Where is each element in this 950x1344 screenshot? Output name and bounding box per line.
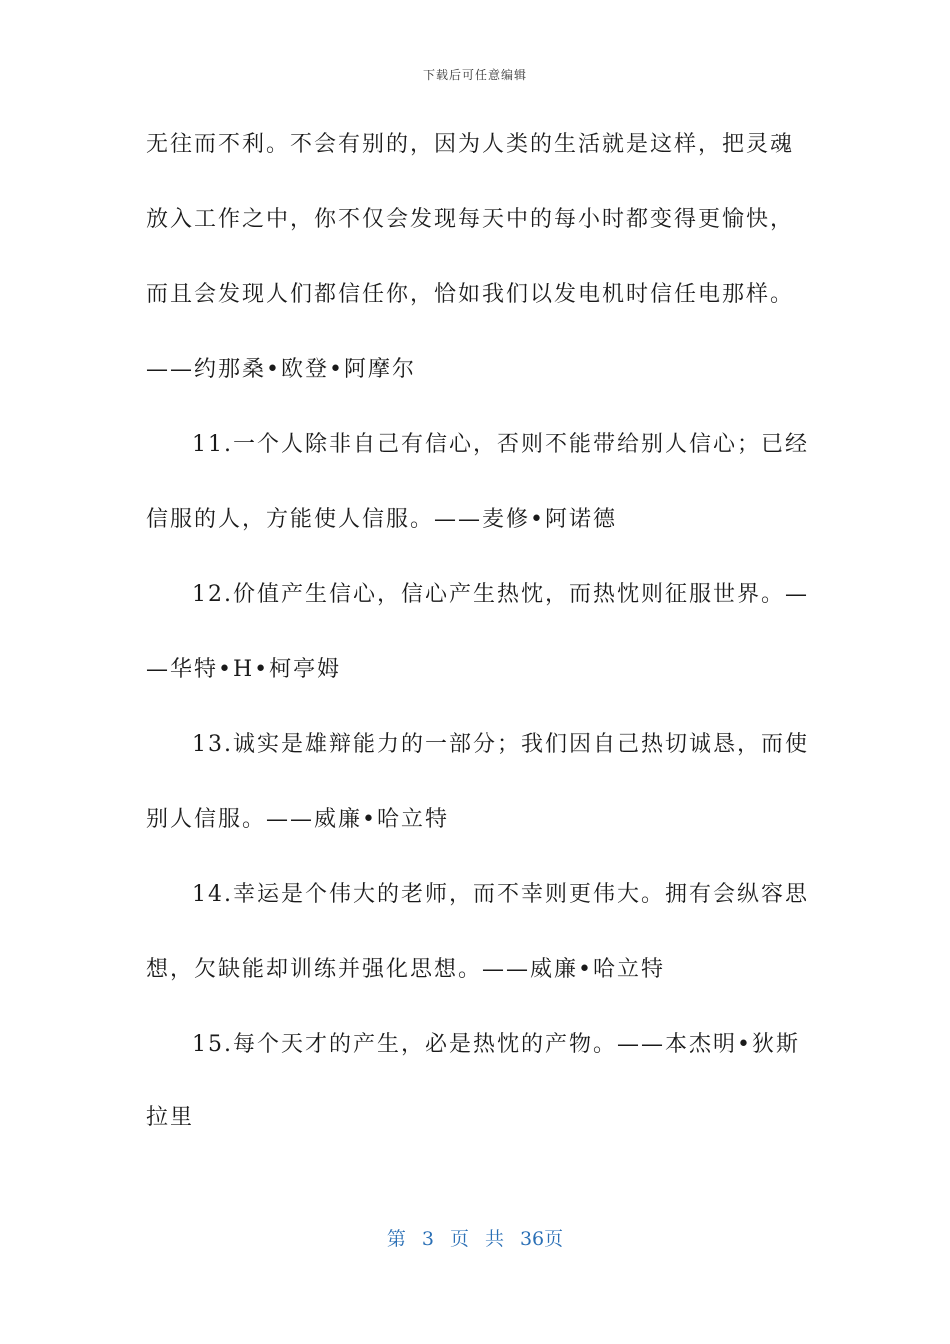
quote-11-line: 11.一个人除非自己有信心，否则不能带给别人信心；已经 <box>192 432 809 457</box>
text-line: 想，欠缺能却训练并强化思想。——威廉•哈立特 <box>146 957 665 982</box>
quote-12-line: 12.价值产生信心，信心产生热忱，而热忱则征服世界。— <box>192 582 809 607</box>
text-line: 而且会发现人们都信任你，恰如我们以发电机时信任电那样。 <box>146 282 795 307</box>
footer-di: 第 <box>386 1228 406 1250</box>
text-line: 放入工作之中，你不仅会发现每天中的每小时都变得更愉快， <box>146 207 795 232</box>
attribution-line: ——约那桑•欧登•阿摩尔 <box>146 357 416 382</box>
text-line: 无往而不利。不会有别的，因为人类的生活就是这样，把灵魂 <box>146 132 795 157</box>
footer-ye: 页 <box>449 1228 469 1250</box>
header-note: 下载后可任意编辑 <box>422 68 527 82</box>
page-total: 36页 <box>519 1228 564 1250</box>
quote-14-line: 14.幸运是个伟大的老师，而不幸则更伟大。拥有会纵容思 <box>192 882 809 907</box>
quote-15-line: 15.每个天才的产生，必是热忱的产物。——本杰明•狄斯 <box>192 1032 800 1057</box>
text-line: 别人信服。——威廉•哈立特 <box>146 807 449 832</box>
page-number: 3 <box>421 1228 434 1250</box>
text-line: —华特•H•柯亭姆 <box>146 657 342 682</box>
text-line: 信服的人，方能使人信服。——麦修•阿诺德 <box>146 507 617 532</box>
page-footer <box>0 1224 950 1251</box>
footer-gong: 共 <box>484 1228 504 1250</box>
quote-13-line: 13.诚实是雄辩能力的一部分；我们因自己热切诚恳，而使 <box>192 732 809 757</box>
text-line: 拉里 <box>146 1105 195 1130</box>
